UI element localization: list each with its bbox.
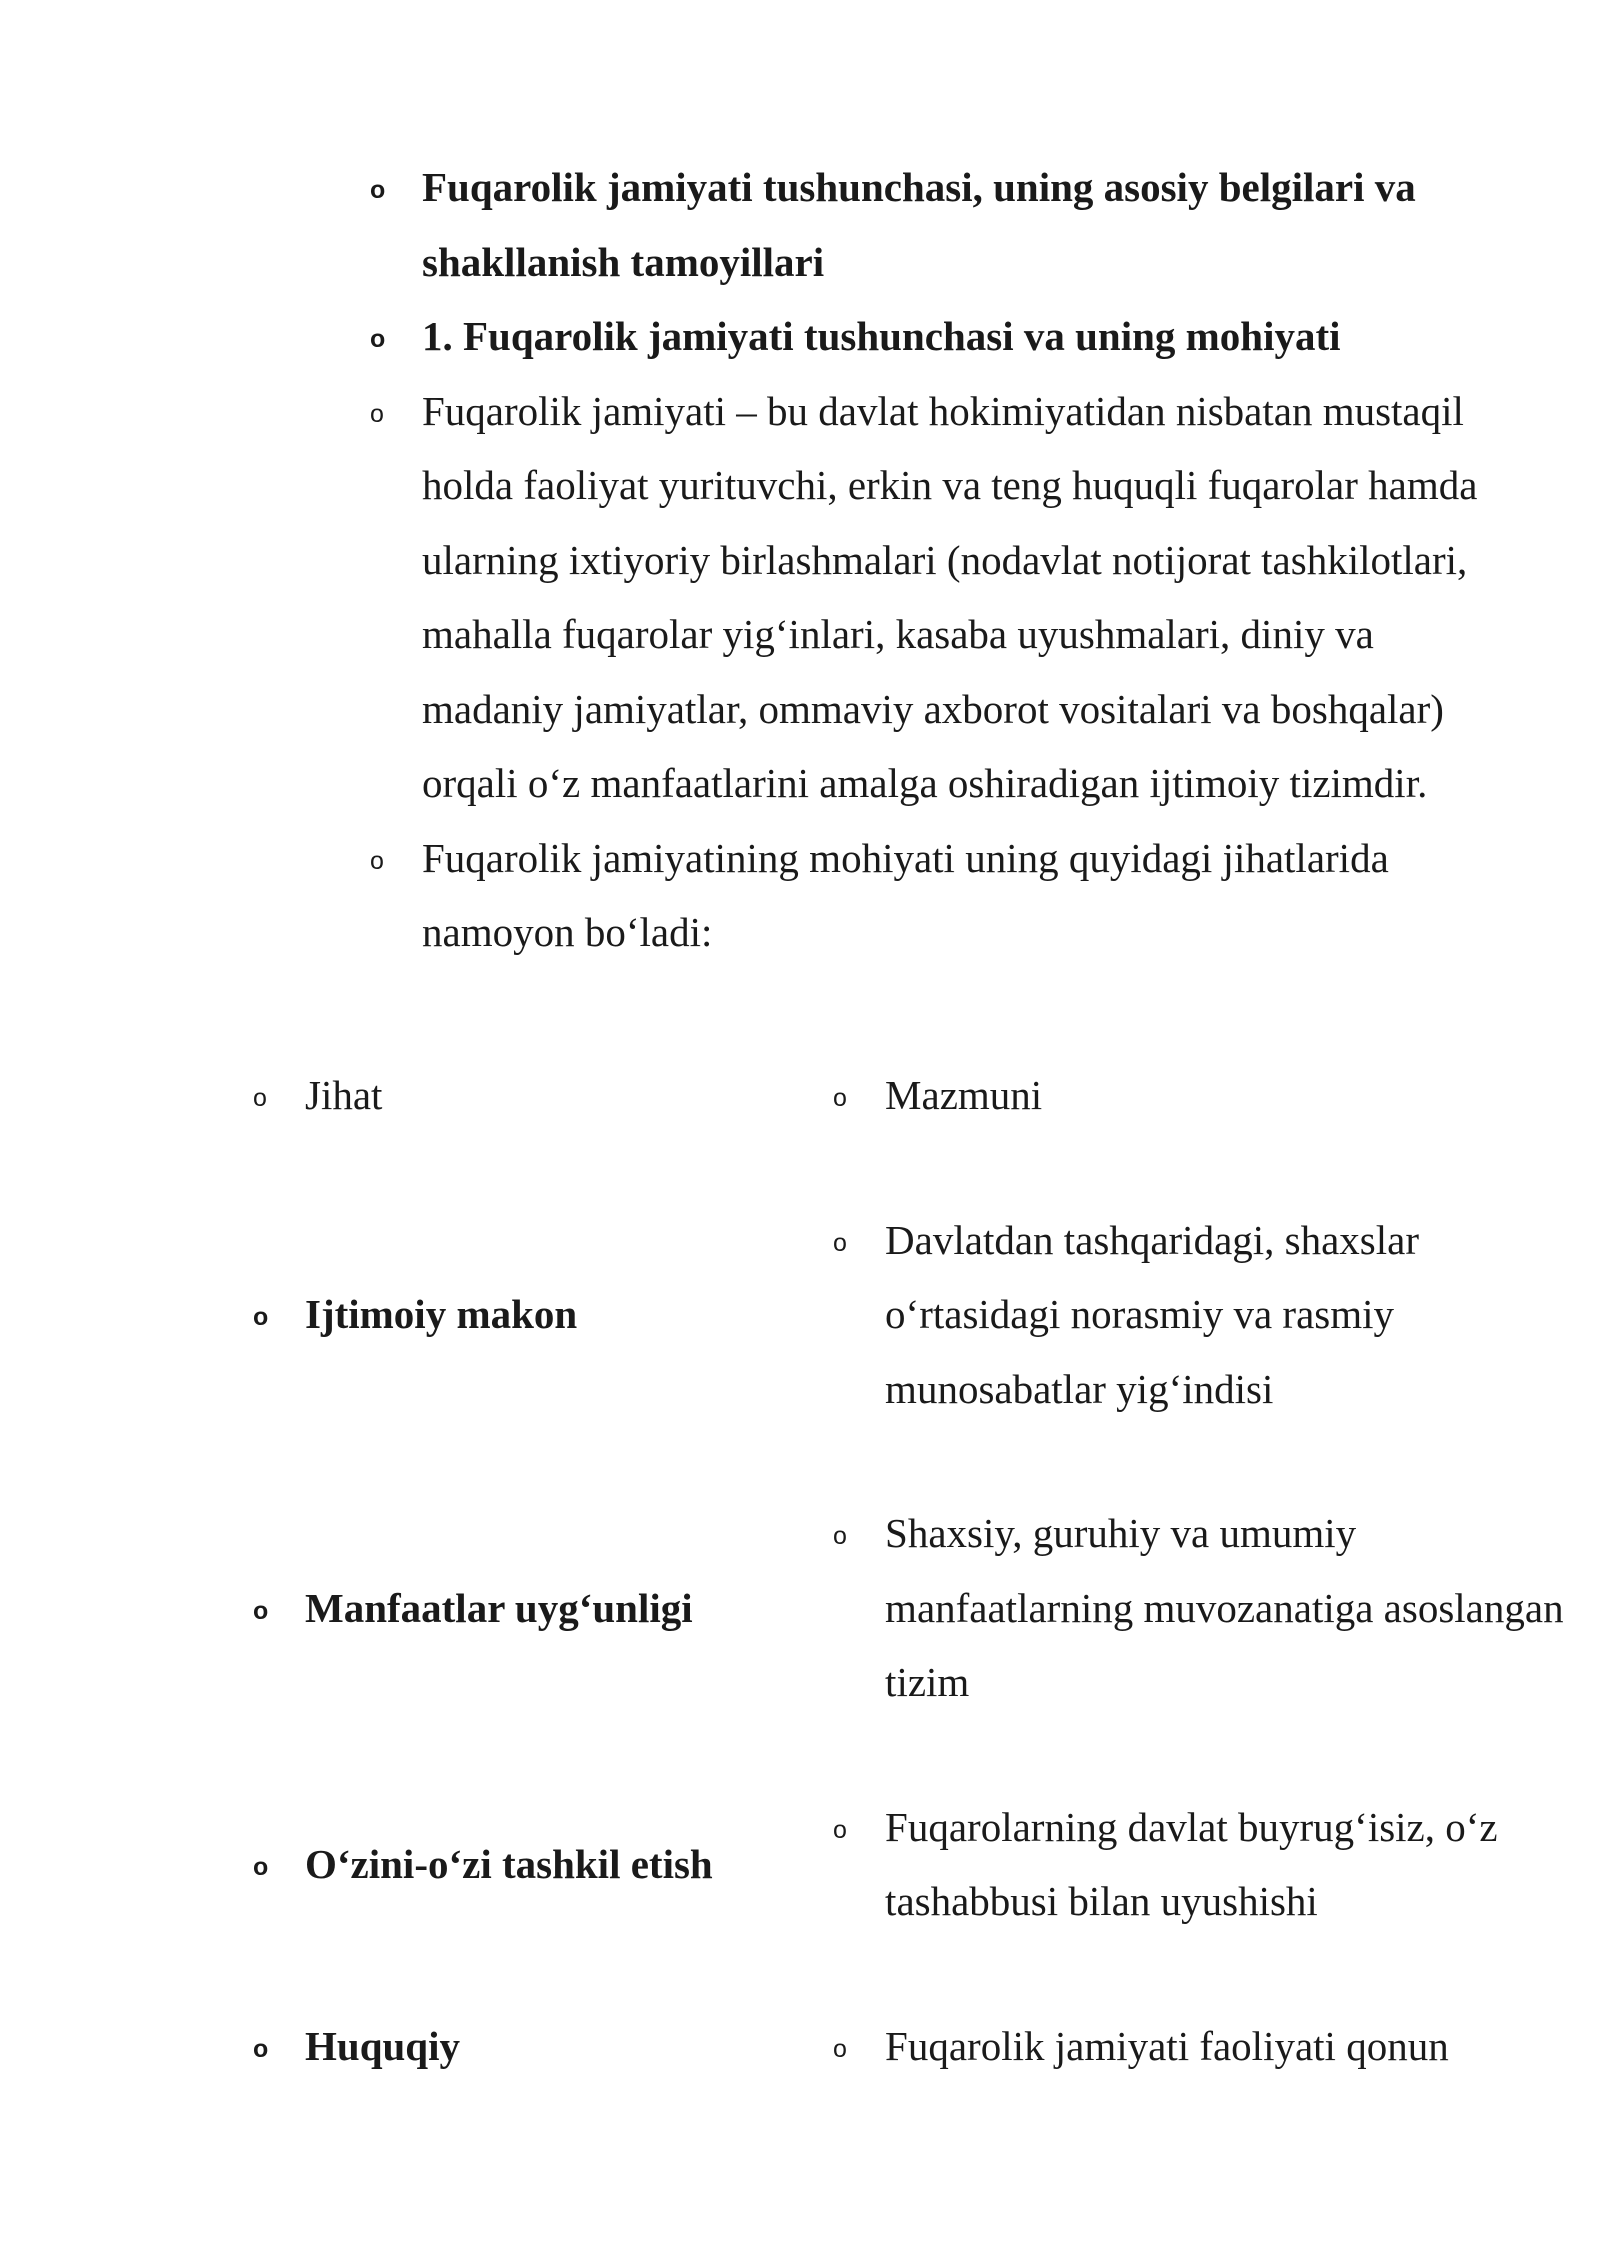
- bullet-icon: o: [370, 325, 386, 353]
- bullet-icon: o: [833, 1815, 847, 1844]
- bullet-icon: o: [833, 1084, 847, 1112]
- table-header-row: [253, 1058, 1583, 1133]
- table-row: [253, 1790, 1583, 1939]
- aspect-label: Ijtimoiy makon: [305, 1291, 578, 1337]
- aspect-cell: [253, 1827, 783, 1902]
- content-text: Fuqarolik jamiyati faoliyati qonun: [885, 2022, 1449, 2069]
- content-cell: [833, 2009, 1583, 2084]
- intro-list: [370, 150, 1510, 970]
- bullet-icon: o: [833, 1522, 847, 1550]
- table-header-cell: [833, 1058, 1583, 1133]
- list-item: [370, 374, 1510, 821]
- bullet-icon: o: [253, 1303, 269, 1331]
- essence-intro: Fuqarolik jamiyatining mohiyati uning quyidagi jihatlarida namoyon bo‘ladi:: [422, 834, 1389, 955]
- bullet-icon: o: [253, 1596, 269, 1625]
- section-heading: Fuqarolik jamiyati tushunchasi, uning asosiy belgilari va shakllanish tamoyillari: [422, 164, 1416, 285]
- bullet-icon: o: [253, 1084, 267, 1112]
- definition-paragraph: Fuqarolik jamiyati – bu davlat hokimiyatidan nisbatan mustaqil holda faoliyat yurituvchi, erkin va teng huquqli fuqarolar hamda ularning ixtiyoriy birlashmalari (nodavlat notijorat tashkilotlari, mahalla fuqarolar yig‘inlari, kasaba uyushmalari, diniy va madaniy jamiyatlar, ommaviy axborot vositalari va boshqalar) orqali o‘z manfaatlarini amalga oshiradigan ijtimoiy tizimdir.: [422, 387, 1478, 806]
- bullet-icon: o: [833, 2034, 847, 2063]
- header-content: Mazmuni: [885, 1072, 1043, 1118]
- aspect-label: Huquqiy: [305, 2022, 460, 2069]
- content-cell: [833, 1790, 1583, 1939]
- bullet-icon: o: [253, 2034, 269, 2063]
- aspect-label: O‘zini-o‘zi tashkil etish: [305, 1840, 713, 1887]
- aspect-cell: [253, 2009, 783, 2084]
- content-text: Fuqarolarning davlat buyrug‘isiz, o‘z tashabbusi bilan uyushishi: [885, 1803, 1498, 1924]
- table-header-cell: [253, 1058, 783, 1133]
- subsection-heading: 1. Fuqarolik jamiyati tushunchasi va uning mohiyati: [422, 313, 1341, 359]
- aspect-label: Manfaatlar uyg‘unligi: [305, 1584, 693, 1631]
- content-text: Shaxsiy, guruhiy va umumiy manfaatlarning muvozanatiga asoslangan tizim: [885, 1510, 1564, 1705]
- list-item: [370, 150, 1510, 299]
- table-row: [253, 1203, 1583, 1427]
- list-item: [370, 821, 1510, 970]
- list-item: [370, 299, 1510, 374]
- bullet-icon: o: [253, 1852, 269, 1881]
- aspect-cell: [253, 1277, 783, 1352]
- bullet-icon: o: [370, 176, 386, 204]
- content-cell: [833, 1496, 1583, 1720]
- header-aspect: Jihat: [305, 1072, 383, 1118]
- content-cell: [833, 1203, 1583, 1427]
- aspect-cell: [253, 1571, 783, 1646]
- content-text: Davlatdan tashqaridagi, shaxslar o‘rtasidagi norasmiy va rasmiy munosabatlar yig‘indisi: [885, 1216, 1420, 1412]
- aspects-table: [253, 1058, 1583, 2083]
- bullet-icon: o: [833, 1228, 847, 1257]
- bullet-icon: o: [370, 846, 384, 875]
- table-row: [253, 1496, 1583, 1720]
- bullet-icon: o: [370, 399, 384, 428]
- table-row: [253, 2009, 1583, 2084]
